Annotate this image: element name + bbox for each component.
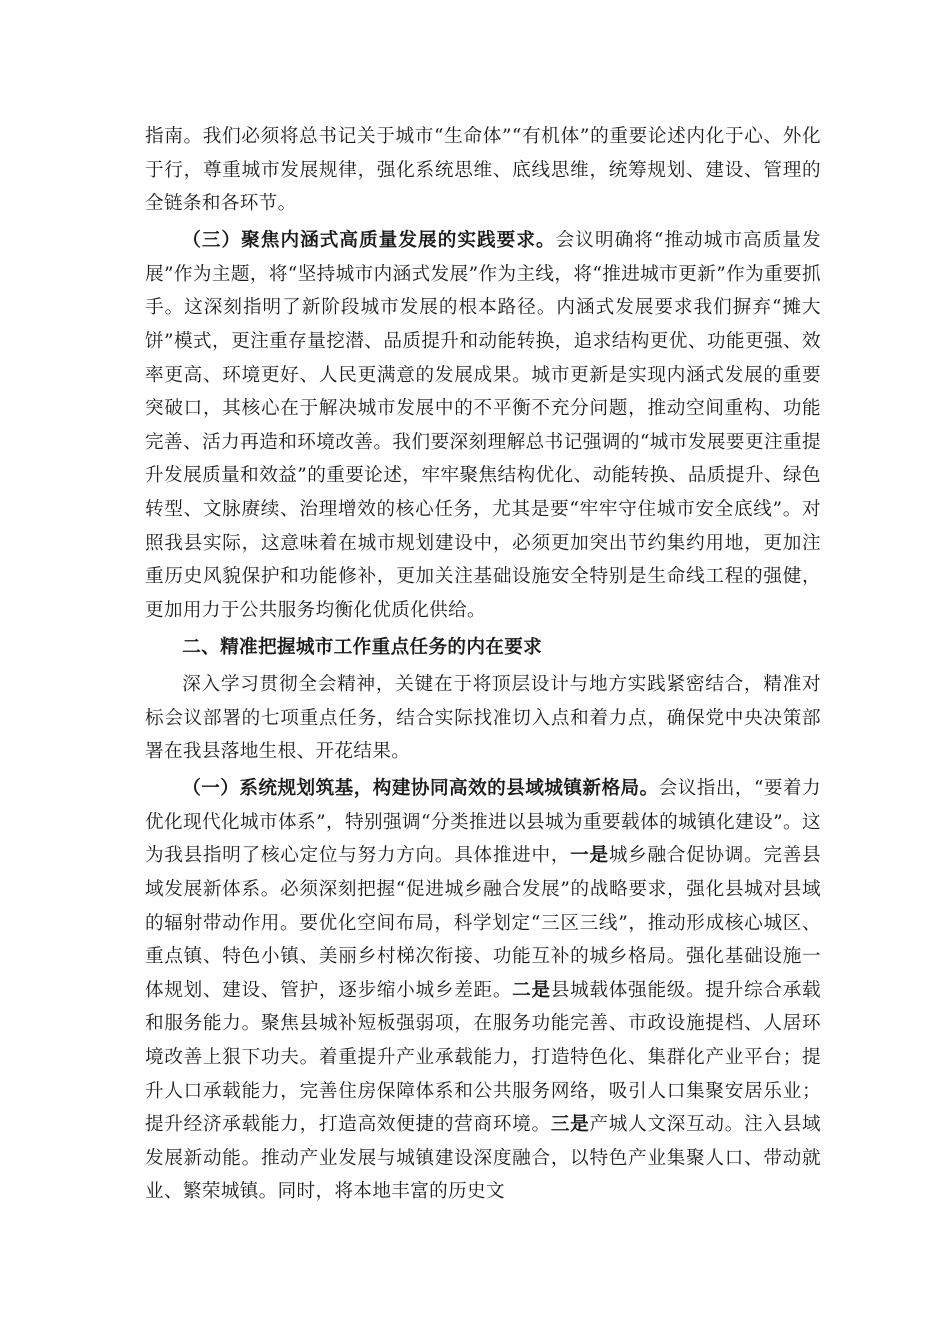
bold-text-run: 一是 [570,845,609,867]
paragraph [145,631,821,665]
bold-text-run: 三是 [550,1114,590,1136]
text-run: 县城载体强能级。提升综合承载和服务能力。聚焦县城补短板强弱项，在服务功能完善、市政设施提档、人居环境改善上狠下功夫。着重提升产业承载能力，打造特色化、集群化产业平台；提升人口承载能力，完善住房保障体系和公共服务网络，吸引人口集聚安居乐业；提升经济承载能力，打造高效便捷的营商环境。 [145,979,821,1136]
bold-text-run: （三）聚焦内涵式高质量发展的实践要求。 [182,230,556,252]
bold-text-run: 二是 [512,979,551,1001]
paragraph [145,224,821,627]
bold-text-run: （一）系统规划筑基，构建协同高效的县域城镇新格局。 [182,778,659,800]
paragraph [145,772,821,1209]
document-page [145,120,821,1213]
bold-text-run: 二、精准把握城市工作重点任务的内在要求 [182,636,543,658]
text-run: 产城人文深互动。注入县域发展新动能。推动产业发展与城镇建设深度融合，以特色产业集聚人口、带动就业、繁荣城镇。同时，将本地丰富的历史文 [145,1114,822,1203]
text-run: 会议指出，“要着力优化现代化城市体系”，特别强调“分类推进以县城为重要载体的城镇化建设”。这为我县指明了核心定位与努力方向。具体推进中， [145,778,821,867]
text-run: 深入学习贯彻全会精神，关键在于将顶层设计与地方实践紧密结合，精准对标会议部署的七项重点任务，结合实际找准切入点和着力点，确保党中央决策部署在我县落地生根、开花结果。 [145,674,821,763]
text-run: 会议明确将“推动城市高质量发展”作为主题，将“坚持城市内涵式发展”作为主线，将“推进城市更新”作为重要抓手。这深刻指明了新阶段城市发展的根本路径。内涵式发展要求我们摒弃“摊大饼”模式，更注重存量挖潜、品质提升和动能转换，追求结构更优、功能更强、效率更高、环境更好、人民更满意的发展成果。城市更新是实现内涵式发展的重要突破口，其核心在于解决城市发展中的不平衡不充分问题，推动空间重构、功能完善、活力再造和环境改善。我们要深刻理解总书记强调的“城市发展要更注重提升发展质量和效益”的重要论述，牢牢聚焦结构优化、动能转换、品质提升、绿色转型、文脉赓续、治理增效的核心任务，尤其是要“牢牢守住城市安全底线”。对照我县实际，这意味着在城市规划建设中，必须更加突出节约集约用地，更加注重历史风貌保护和功能修补，更加关注基础设施安全特别是生命线工程的强健，更加用力于公共服务均衡化优质化供给。 [145,230,822,621]
paragraph [145,668,821,769]
text-run: 指南。我们必须将总书记关于城市“生命体”“有机体”的重要论述内化于心、外化于行，尊重城市发展规律，强化系统思维、底线思维，统筹规划、建设、管理的全链条和各环节。 [145,126,821,215]
text-run: 城乡融合促协调。完善县域发展新体系。必须深刻把握“促进城乡融合发展”的战略要求，强化县城对县域的辐射带动作用。要优化空间布局，科学划定“三区三线”，推动形成核心城区、重点镇、特色小镇、美丽乡村梯次衔接、功能互补的城乡格局。强化基础设施一体规划、建设、管护，逐步缩小城乡差距。 [145,845,822,1001]
paragraph [145,120,821,221]
